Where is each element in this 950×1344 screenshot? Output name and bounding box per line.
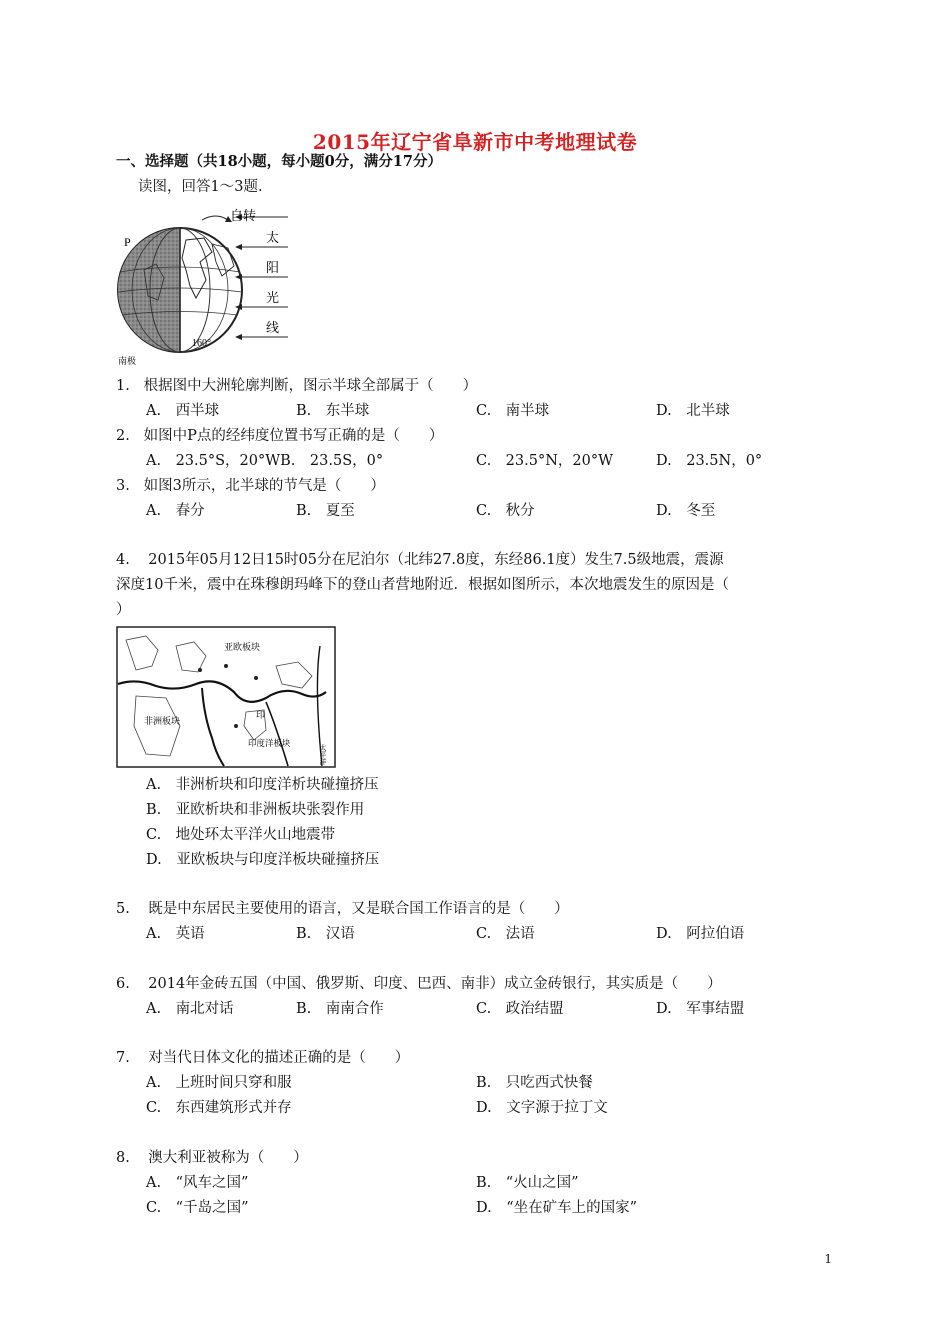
question-5-num: 5. xyxy=(116,901,130,917)
question-8-num: 8. xyxy=(116,1150,130,1166)
question-3-num: 3. xyxy=(116,478,130,494)
question-7-text: 对当代日体文化的描述正确的是（ ） xyxy=(148,1050,410,1066)
q4-option-a[interactable]: A. 非洲析块和印度洋析块碰撞挤压 xyxy=(146,777,379,793)
question-2-num: 2. xyxy=(116,428,130,444)
globe-figure xyxy=(116,200,296,368)
african-plate-label: 非洲板块 xyxy=(144,717,181,727)
q7-option-d[interactable]: D. 文字源于拉丁文 xyxy=(476,1100,608,1116)
longitude-160-label: 160° xyxy=(192,338,211,349)
question-4-text-1: 2015年05月12日15时05分在尼泊尔（北纬27.8度，东经86.1度）发生7.5级地震，震源 xyxy=(148,552,724,568)
question-6-num: 6. xyxy=(116,976,130,992)
q5-option-d[interactable]: D. 阿拉伯语 xyxy=(656,926,745,942)
question-2-text: 如图中P点的经纬度位置书写正确的是（ ） xyxy=(143,428,444,444)
question-7-num: 7. xyxy=(116,1050,130,1066)
question-1 xyxy=(116,377,477,395)
q1-option-a[interactable]: A. 西半球 xyxy=(146,403,220,419)
question-8-text: 澳大利亚被称为（ ） xyxy=(148,1150,308,1166)
sun-char-1: 太 xyxy=(266,231,280,246)
q6-option-c[interactable]: C. 政治结盟 xyxy=(476,1001,564,1017)
plate-map xyxy=(116,626,336,768)
point-p-label: P xyxy=(124,235,131,249)
eurasian-plate-label: 亚欧板块 xyxy=(224,643,261,653)
q3-option-c[interactable]: C. 秋分 xyxy=(476,503,535,519)
q5-option-a[interactable]: A. 英语 xyxy=(146,926,205,942)
q7-option-a[interactable]: A. 上班时间只穿和服 xyxy=(146,1075,292,1091)
page-number: 1 xyxy=(824,1252,832,1266)
sun-char-4: 线 xyxy=(266,321,280,336)
question-4-num: 4. xyxy=(116,552,130,568)
q4-option-c[interactable]: C. 地处环太平洋火山地震带 xyxy=(146,827,336,843)
question-1-num: 1. xyxy=(116,378,130,394)
question-6-text: 2014年金砖五国（中国、俄罗斯、印度、巴西、南非）成立金砖银行，其实质是（ ） xyxy=(148,976,722,992)
exam-title: 2015年辽宁省阜新市中考地理试卷 xyxy=(312,130,638,154)
q8-option-c[interactable]: C. “千岛之国” xyxy=(146,1200,249,1216)
question-6 xyxy=(116,975,722,993)
question-5-text: 既是中东居民主要使用的语言，又是联合国工作语言的是（ ） xyxy=(148,901,569,917)
south-pole-label: 南极 xyxy=(118,357,137,367)
pacific-label: 太平洋 xyxy=(319,744,327,765)
indian-plate-label: 印度洋板块 xyxy=(248,739,291,749)
question-1-text: 根据图中大洲轮廓判断，图示半球全部属于（ ） xyxy=(143,378,478,394)
q5-option-c[interactable]: C. 法语 xyxy=(476,926,535,942)
q1-option-d[interactable]: D. 北半球 xyxy=(656,403,730,419)
question-3 xyxy=(116,477,385,495)
question-4 xyxy=(116,551,724,569)
q2-option-d[interactable]: D. 23.5N，0° xyxy=(656,453,763,469)
q1-option-b[interactable]: B. 东半球 xyxy=(296,403,370,419)
question-2 xyxy=(116,427,443,445)
question-4-text-3: ） xyxy=(116,602,131,618)
q3-option-d[interactable]: D. 冬至 xyxy=(656,503,716,519)
sun-char-2: 阳 xyxy=(266,261,280,276)
section-heading: 一、选择题（共18小题，每小题0分，满分17分） xyxy=(116,153,442,170)
india-label: 印 xyxy=(256,711,266,721)
q1-option-c[interactable]: C. 南半球 xyxy=(476,403,550,419)
q8-option-a[interactable]: A. “风车之国” xyxy=(146,1175,249,1191)
q6-option-a[interactable]: A. 南北对话 xyxy=(146,1001,234,1017)
sun-char-3: 光 xyxy=(266,291,280,306)
q7-option-c[interactable]: C. 东西建筑形式并存 xyxy=(146,1100,292,1116)
q3-option-a[interactable]: A. 春分 xyxy=(146,503,205,519)
q4-option-d[interactable]: D. 亚欧板块与印度洋板块碰撞挤压 xyxy=(146,852,380,868)
question-7 xyxy=(116,1049,409,1067)
q4-option-b[interactable]: B. 亚欧析块和非洲板块张裂作用 xyxy=(146,802,365,818)
q8-option-d[interactable]: D. “坐在矿车上的国家” xyxy=(476,1200,638,1216)
q5-option-b[interactable]: B. 汉语 xyxy=(296,926,355,942)
question-3-text: 如图3所示，北半球的节气是（ ） xyxy=(143,478,385,494)
intro-text: 读图，回答1～3题. xyxy=(138,179,263,195)
q6-option-d[interactable]: D. 军事结盟 xyxy=(656,1001,745,1017)
rotation-label: 自转 xyxy=(230,209,257,224)
q7-option-b[interactable]: B. 只吃西式快餐 xyxy=(476,1075,593,1091)
q2-option-ab[interactable]: A. 23.5°S，20°WB. 23.5S，0° xyxy=(146,453,384,469)
q8-option-b[interactable]: B. “火山之国” xyxy=(476,1175,579,1191)
question-4-text-2: 深度10千米，震中在珠穆朗玛峰下的登山者营地附近．根据如图所示，本次地震发生的原因是（ xyxy=(116,577,729,593)
q3-option-b[interactable]: B. 夏至 xyxy=(296,503,355,519)
question-8 xyxy=(116,1149,308,1167)
question-5 xyxy=(116,900,569,918)
q6-option-b[interactable]: B. 南南合作 xyxy=(296,1001,384,1017)
q2-option-c[interactable]: C. 23.5°N，20°W xyxy=(476,453,614,469)
